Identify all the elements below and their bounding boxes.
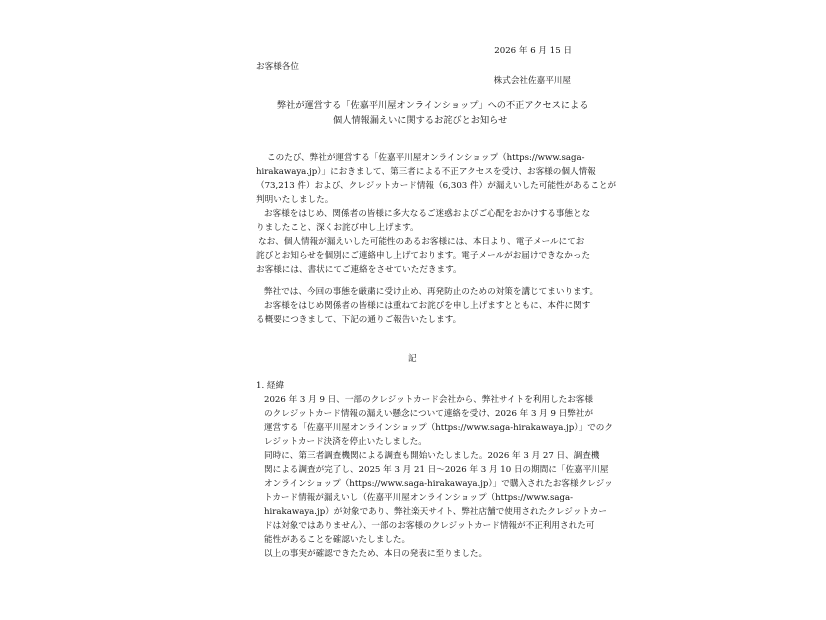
title-line-1: 弊社が運営する「佐嘉平川屋オンラインショップ」への不正アクセスによる: [277, 100, 589, 111]
body-line: お客様をはじめ関係者の皆様には重ねてお詫びを申し上げますとともに、本件に関す: [264, 301, 591, 311]
section-line: のクレジットカード情報の漏えい懸念について連絡を受け、2026 年 3 月 9 日弊社が: [264, 409, 594, 419]
document-date: 2026 年 6 月 15 日: [494, 46, 572, 56]
section-line: 関による調査が完了し、2025 年 3 月 21 日～2026 年 3 月 10 日の期間に「佐嘉平川屋: [264, 465, 609, 475]
section-line: トカード情報が漏えいし（佐嘉平川屋オンラインショップ（https://www.saga-: [264, 493, 574, 503]
body-line: お客様をはじめ、関係者の皆様に多大なるご迷惑およびご心配をおかけする事態とな: [264, 209, 591, 219]
body-line: このたび、弊社が運営する「佐嘉平川屋オンラインショップ（https://www.saga-: [267, 153, 585, 163]
body-line: 判明いたしました。: [256, 195, 334, 205]
section-line: 以上の事実が確認できたため、本日の発表に至りました。: [264, 549, 488, 559]
ki-heading: 記: [408, 354, 417, 364]
section-line: 能性があることを確認いたしました。: [264, 535, 411, 545]
section-line: 運営する「佐嘉平川屋オンラインショップ（https://www.saga-hirakawaya.jp）」でのク: [264, 423, 613, 433]
section-line: オンラインショップ（https://www.saga-hirakawaya.jp）」で購入されたお客様クレジッ: [264, 479, 613, 489]
body-line: 弊社では、今回の事態を厳粛に受け止め、再発防止のための対策を講じてまいります。: [264, 287, 599, 297]
section-heading: 1. 経緯: [256, 381, 285, 391]
section-line: hirakawaya.jp）が対象であり、弊社楽天サイト、弊社店舗で使用されたクレジットカー: [264, 507, 607, 517]
section-line: ドは対象ではありません）、一部のお客様のクレジットカード情報が不正利用された可: [264, 521, 595, 531]
body-line: お客様には、書状にてご連絡をさせていただきます。: [256, 265, 462, 275]
section-line: レジットカード決済を停止いたしました。: [264, 437, 427, 447]
section-line: 2026 年 3 月 9 日、一部のクレジットカード会社から、弊社サイトを利用したお客様: [264, 395, 593, 405]
title-line-2: 個人情報漏えいに関するお詫びとお知らせ: [333, 115, 508, 126]
body-line: る概要につきまして、下記の通りご報告いたします。: [256, 315, 462, 325]
company-name: 株式会社佐嘉平川屋: [493, 76, 571, 86]
body-line: （73,213 件）および、クレジットカード情報（6,303 件）が漏えいした可能性があることが: [256, 181, 617, 191]
section-line: 同時に、第三者調査機関による調査も開始いたしました。2026 年 3 月 27 日、調査機: [264, 451, 600, 461]
body-line: 詫びとお知らせを個別にご連絡申し上げております。電子メールがお届けできなかった: [256, 251, 591, 261]
body-line: なお、個人情報が漏えいした可能性のあるお客様には、本日より、電子メールにてお: [258, 237, 585, 247]
addressee: お客様各位: [256, 62, 299, 72]
body-line: hirakawaya.jp）」におきまして、第三者による不正アクセスを受け、お客様の個人情報: [256, 167, 596, 177]
body-line: りましたこと、深くお詫び申し上げます。: [256, 223, 419, 233]
